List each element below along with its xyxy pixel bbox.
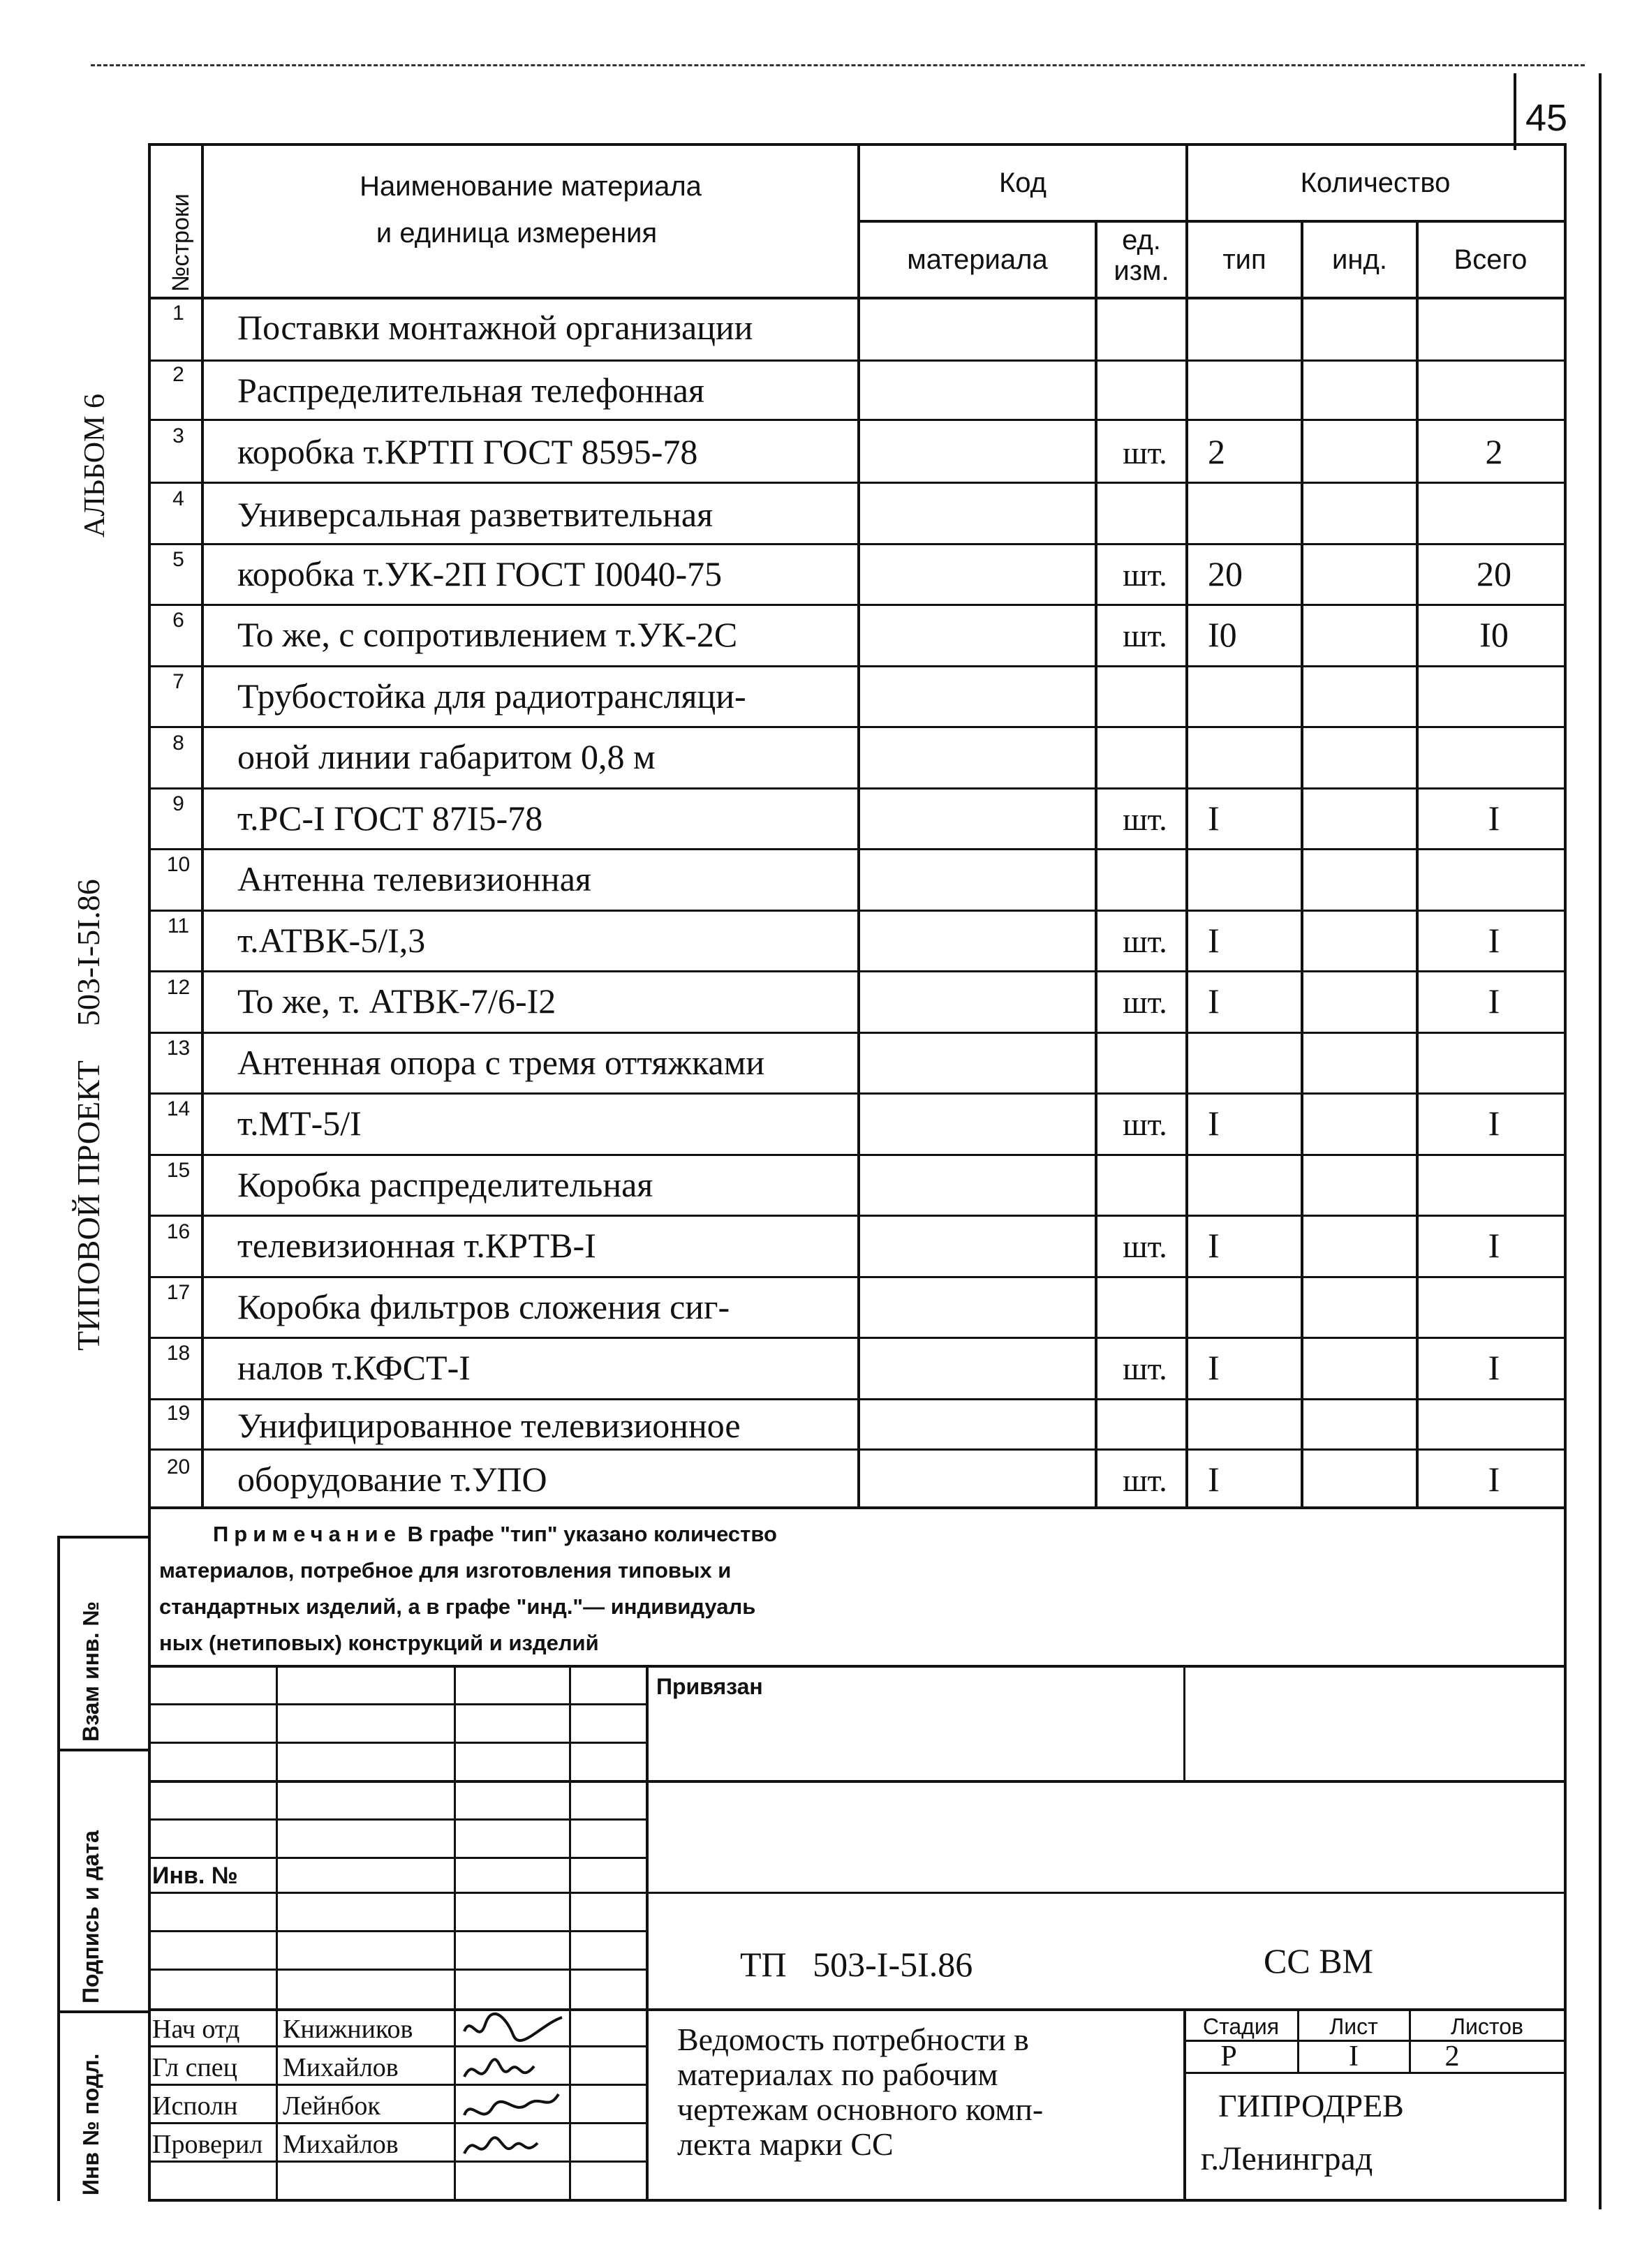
sheets-label: Листов [1451, 2014, 1523, 2039]
frame-bottom [148, 2199, 1567, 2202]
row-type-qty: I [1208, 799, 1220, 838]
row-name: Коробка распределительная [237, 1165, 653, 1204]
row-unit: шт. [1123, 1106, 1167, 1142]
header-material: материала [907, 244, 1048, 275]
side-strip-div1 [57, 1536, 151, 1539]
row-line [148, 1154, 1564, 1156]
row-unit: шт. [1123, 1351, 1167, 1386]
row-name: оборудование т.УПО [237, 1460, 547, 1499]
row-line [148, 604, 1564, 606]
row-line [148, 1032, 1564, 1034]
row-number: 13 [166, 1037, 191, 1060]
row-number: 1 [172, 302, 184, 325]
row-line [148, 848, 1564, 850]
page-number-box-left [1514, 73, 1516, 150]
row-unit: шт. [1123, 618, 1167, 653]
org-city: г.Ленинград [1201, 2140, 1373, 2177]
row-number: 15 [166, 1159, 191, 1182]
row-total-qty: I [1488, 921, 1500, 960]
row-line [148, 419, 1564, 421]
row-line [148, 1276, 1564, 1278]
row-unit: шт. [1123, 435, 1167, 470]
header-type: тип [1222, 244, 1266, 275]
doc-title-2: материалах по рабочим [677, 2056, 998, 2092]
row-name: коробка т.КРТП ГОСТ 8595-78 [237, 432, 698, 471]
signature-3 [464, 2094, 559, 2115]
stamp-col [569, 1665, 571, 2199]
role-1: Нач отд [152, 2015, 240, 2044]
header-row-no: №строки [168, 193, 194, 292]
inv-orig-label: Инв № подл. [78, 2053, 103, 2195]
row-number: 8 [172, 732, 184, 755]
note-line-3: стандартных изделий, а в графе "инд."— индивидуаль [159, 1594, 756, 1619]
row-name: т.РС-I ГОСТ 87I5-78 [237, 799, 543, 838]
project-type-label: ТИПОВОЙ ПРОЕКТ [71, 1060, 106, 1351]
row-name: т.АТВК-5/I,3 [237, 921, 426, 960]
stage-value: Р [1220, 2040, 1237, 2073]
row-type-qty: I [1208, 1460, 1220, 1499]
row-number: 12 [166, 976, 191, 999]
doc-title-4: лекта марки СС [677, 2126, 894, 2162]
row-name: оной линии габаритом 0,8 м [237, 737, 656, 776]
row-name: т.МТ-5/I [237, 1104, 362, 1143]
row-number: 17 [166, 1281, 191, 1304]
row-number: 11 [167, 914, 190, 937]
row-line [148, 1092, 1564, 1095]
top-rule [91, 64, 1585, 66]
stamp-line [148, 1703, 647, 1705]
side-strip-div3 [57, 2010, 151, 2013]
row-type-qty: I [1208, 1104, 1220, 1143]
signatures [457, 2010, 569, 2164]
note-line-4: ных (нетиповых) конструкций и изделий [159, 1631, 599, 1655]
row-name: Универсальная разветвительная [237, 495, 713, 534]
row-line [148, 482, 1564, 484]
row-number: 9 [172, 792, 184, 815]
bound-label: Привязан [656, 1674, 763, 1699]
row-total-qty: I [1488, 1348, 1500, 1387]
row-unit: шт. [1123, 557, 1167, 593]
row-total-qty: I [1488, 981, 1500, 1021]
name-1: Книжников [283, 2015, 413, 2044]
row-total-qty: I [1488, 1226, 1500, 1265]
header-code: Код [998, 168, 1047, 198]
stamp-line [148, 2160, 647, 2163]
frame-right [1564, 143, 1567, 2201]
row-total-qty: I [1488, 1460, 1500, 1499]
doc-mark: СС ВМ [1264, 1941, 1374, 1980]
inv-replace-label: Взам инв. № [78, 1601, 103, 1742]
row-unit: шт. [1123, 924, 1167, 959]
note-line-2: материалов, потребное для изготовления типовых и [159, 1558, 732, 1583]
row-number: 19 [166, 1402, 191, 1425]
project-code-label: 503-I-5I.86 [71, 879, 106, 1026]
stamp-line [148, 1969, 647, 1971]
row-name: Трубостойка для радиотрансляци- [237, 676, 746, 716]
header-unit-1: ед. [1122, 225, 1161, 255]
row-name: Антенна телевизионная [237, 859, 591, 898]
row-line [148, 1337, 1564, 1339]
row-name: Антенная опора с тремя оттяжками [237, 1043, 765, 1082]
inv-label: Инв. № [152, 1862, 238, 1889]
row-number: 16 [166, 1220, 191, 1243]
stamp-col [276, 1665, 278, 2199]
row-name: Коробка фильтров сложения сиг- [237, 1287, 730, 1326]
row-line [148, 910, 1564, 912]
stamp-line [148, 2045, 647, 2047]
row-line [148, 787, 1564, 790]
row-total-qty: 2 [1485, 432, 1503, 471]
row-total-qty: I [1488, 799, 1500, 838]
row-number: 18 [166, 1342, 191, 1365]
note-title: Примечание [213, 1522, 401, 1546]
signature-2 [464, 2059, 534, 2077]
row-total-qty: 20 [1477, 554, 1511, 593]
header-name-1: Наименование материала [360, 171, 702, 202]
row-line [148, 970, 1564, 972]
stage-block-left [1183, 2008, 1186, 2201]
row-type-qty: I [1208, 1348, 1220, 1387]
stamp-line [148, 2122, 647, 2124]
row-unit: шт. [1123, 1229, 1167, 1264]
stamp-line [148, 1930, 647, 1932]
row-number: 5 [172, 548, 184, 571]
role-4: Проверил [152, 2130, 263, 2159]
sign-date-label: Подпись и дата [78, 1830, 103, 2003]
doc-title-1: Ведомость потребности в [677, 2022, 1029, 2057]
row-total-qty: I [1488, 1104, 1500, 1143]
row-type-qty: 2 [1208, 432, 1225, 471]
signature-4 [464, 2137, 538, 2154]
stamp-line [148, 2008, 1567, 2011]
stamp-top-line [148, 1665, 1567, 1668]
stamp-col [454, 1665, 456, 2199]
album-label: АЛЬБОМ 6 [79, 394, 111, 538]
col-line-material [1095, 220, 1097, 1508]
row-name: телевизионная т.КРТВ-I [237, 1226, 596, 1265]
row-line [148, 1448, 1564, 1451]
header-name-2: и единица измерения [376, 218, 658, 249]
row-unit: шт. [1123, 801, 1167, 837]
row-name: Унифицированное телевизионное [237, 1406, 741, 1445]
col-line-ind [1416, 220, 1419, 1508]
page-number: 45 [1525, 97, 1568, 139]
col-line-type [1301, 220, 1303, 1508]
row-number: 3 [172, 424, 184, 447]
name-3: Лейнбок [283, 2091, 380, 2121]
table-bottom-line [148, 1506, 1567, 1509]
side-strip-div2 [57, 1749, 151, 1751]
row-number: 6 [172, 609, 184, 632]
stamp-col-bound [1183, 1665, 1185, 1780]
row-line [148, 360, 1564, 362]
name-4: Михайлов [283, 2130, 399, 2159]
row-name: То же, с сопротивлением т.УК-2С [237, 615, 738, 654]
stamp-line [148, 1742, 647, 1744]
row-number: 2 [172, 363, 184, 386]
col-line-rowno [201, 143, 204, 1508]
sheets-value: 2 [1444, 2040, 1460, 2073]
row-number: 7 [172, 670, 184, 693]
row-type-qty: 20 [1208, 554, 1243, 593]
row-number: 14 [166, 1097, 191, 1120]
org-name: ГИПРОДРЕВ [1218, 2088, 1404, 2124]
row-name: налов т.КФСТ-I [237, 1348, 471, 1387]
name-2: Михайлов [283, 2053, 399, 2082]
row-type-qty: I [1208, 1226, 1220, 1265]
header-quantity: Количество [1300, 168, 1451, 198]
signature-1 [464, 2014, 562, 2040]
row-name: Распределительная телефонная [237, 371, 704, 410]
row-line [148, 543, 1564, 545]
header-total: Всего [1454, 244, 1528, 275]
row-number: 20 [166, 1455, 191, 1478]
right-border [1599, 73, 1602, 2209]
row-number: 4 [172, 487, 184, 510]
row-name: коробка т.УК-2П ГОСТ I0040-75 [237, 554, 723, 593]
row-name: То же, т. АТВК-7/6-I2 [237, 981, 556, 1021]
stamp-line [148, 2084, 647, 2086]
stamp-line [148, 1818, 647, 1821]
col-line-name [857, 143, 860, 1508]
stamp-line [148, 1780, 1567, 1783]
header-ind: инд. [1332, 244, 1387, 275]
note-line-1 [213, 1522, 777, 1547]
note-text-1: В графе "тип" указано количество [407, 1522, 777, 1546]
stage-label: Стадия [1202, 2014, 1280, 2039]
header-sub-line [857, 220, 1564, 223]
row-line [148, 1398, 1564, 1400]
row-line [148, 665, 1564, 667]
row-line [148, 726, 1564, 728]
doc-title-3: чертежам основного комп- [677, 2091, 1044, 2127]
row-number: 10 [166, 853, 191, 876]
sheet-label: Лист [1329, 2014, 1378, 2039]
row-unit: шт. [1123, 1462, 1167, 1498]
row-total-qty: I0 [1479, 615, 1509, 654]
row-type-qty: I [1208, 921, 1220, 960]
row-unit: шт. [1123, 984, 1167, 1020]
row-type-qty: I [1208, 981, 1220, 1021]
row-type-qty: I0 [1208, 615, 1237, 654]
header-unit-2: изм. [1114, 255, 1169, 286]
stamp-col-main [646, 1665, 649, 2201]
role-3: Исполн [152, 2091, 238, 2121]
doc-code: ТП 503-I-5I.86 [740, 1945, 973, 1984]
role-2: Гл спец [152, 2053, 237, 2082]
stamp-line [148, 1892, 1564, 1894]
row-name: Поставки монтажной организации [237, 308, 753, 347]
sheet-value: I [1349, 2040, 1359, 2073]
row-line [148, 1215, 1564, 1217]
stamp-line [148, 1857, 647, 1859]
side-strip-left [57, 1536, 60, 2201]
